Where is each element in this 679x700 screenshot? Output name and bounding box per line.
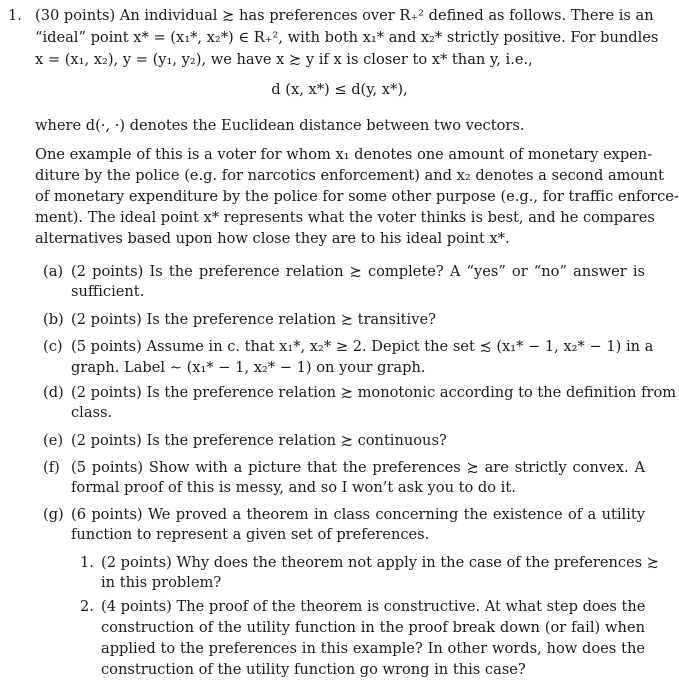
- problem-number: 1.: [8, 7, 22, 24]
- example-line-5: alternatives based upon how close they are to his ideal point x*.: [35, 230, 510, 247]
- distance-equation: d (x, x*) ≤ d(y, x*),: [271, 81, 408, 98]
- example-line-3: of monetary expenditure by the police for some other purpose (e.g., for traffic enforce-: [35, 188, 679, 205]
- intro-line-3: x = (x₁, x₂), y = (y₁, y₂), we have x ≿ y if x is closer to x* than y, i.e.,: [35, 51, 533, 68]
- part-f-label: (f): [43, 459, 60, 476]
- part-d-label: (d): [43, 384, 64, 401]
- subpart-1-line-1: (2 points) Why does the theorem not apply in the case of the preferences ≿: [101, 554, 660, 571]
- part-g-line-2: function to represent a given set of preferences.: [71, 526, 430, 543]
- example-line-4: ment). The ideal point x* represents what the voter thinks is best, and he compares: [35, 209, 655, 226]
- example-line-2: diture by the police (e.g. for narcotics enforcement) and x₂ denotes a second amount: [35, 167, 664, 184]
- part-f-line-1: (5 points) Show with a picture that the preferences ≿ are strictly convex. A: [71, 459, 645, 476]
- subpart-2-label: 2.: [80, 598, 94, 615]
- part-e-line-1: (2 points) Is the preference relation ≿ continuous?: [71, 432, 447, 449]
- subpart-2-line-4: construction of the utility function go wrong in this case?: [101, 661, 526, 678]
- part-a-label: (a): [43, 263, 64, 280]
- part-f-line-2: formal proof of this is messy, and so I won’t ask you to do it.: [71, 479, 516, 496]
- part-a-line-1: (2 points) Is the preference relation ≿ complete? A “yes” or “no” answer is: [71, 263, 645, 280]
- subpart-1-line-2: in this problem?: [101, 574, 222, 591]
- part-b-line-1: (2 points) Is the preference relation ≿ transitive?: [71, 311, 436, 328]
- subpart-1-label: 1.: [80, 554, 94, 571]
- part-g-label: (g): [43, 506, 64, 523]
- example-line-1: One example of this is a voter for whom x₁ denotes one amount of monetary expen-: [35, 146, 653, 163]
- part-d-line-2: class.: [71, 404, 113, 421]
- subpart-2-line-2: construction of the utility function in the proof break down (or fail) when: [101, 619, 645, 636]
- part-b-label: (b): [43, 311, 64, 328]
- intro-line-1: (30 points) An individual ≿ has preferences over R₊² defined as follows. There is an: [35, 7, 654, 24]
- part-c-line-1: (5 points) Assume in c. that x₁*, x₂* ≥ 2. Depict the set ≾ (x₁* − 1, x₂* − 1) in a: [71, 338, 654, 355]
- subpart-2-line-3: applied to the preferences in this example? In other words, how does the: [101, 640, 645, 657]
- part-d-line-1: (2 points) Is the preference relation ≿ monotonic according to the definition from: [71, 384, 677, 401]
- subpart-2-line-1: (4 points) The proof of the theorem is constructive. At what step does the: [101, 598, 646, 615]
- part-g-line-1: (6 points) We proved a theorem in class concerning the existence of a utility: [71, 506, 645, 523]
- part-e-label: (e): [43, 432, 64, 449]
- euclidean-distance-note: where d(·, ·) denotes the Euclidean distance between two vectors.: [35, 117, 525, 134]
- part-c-label: (c): [43, 338, 63, 355]
- part-a-line-2: sufficient.: [71, 283, 145, 300]
- part-c-line-2: graph. Label ∼ (x₁* − 1, x₂* − 1) on your graph.: [71, 359, 426, 376]
- intro-line-2: “ideal” point x* = (x₁*, x₂*) ∈ R₊², with both x₁* and x₂* strictly positive. For bundles: [35, 29, 659, 46]
